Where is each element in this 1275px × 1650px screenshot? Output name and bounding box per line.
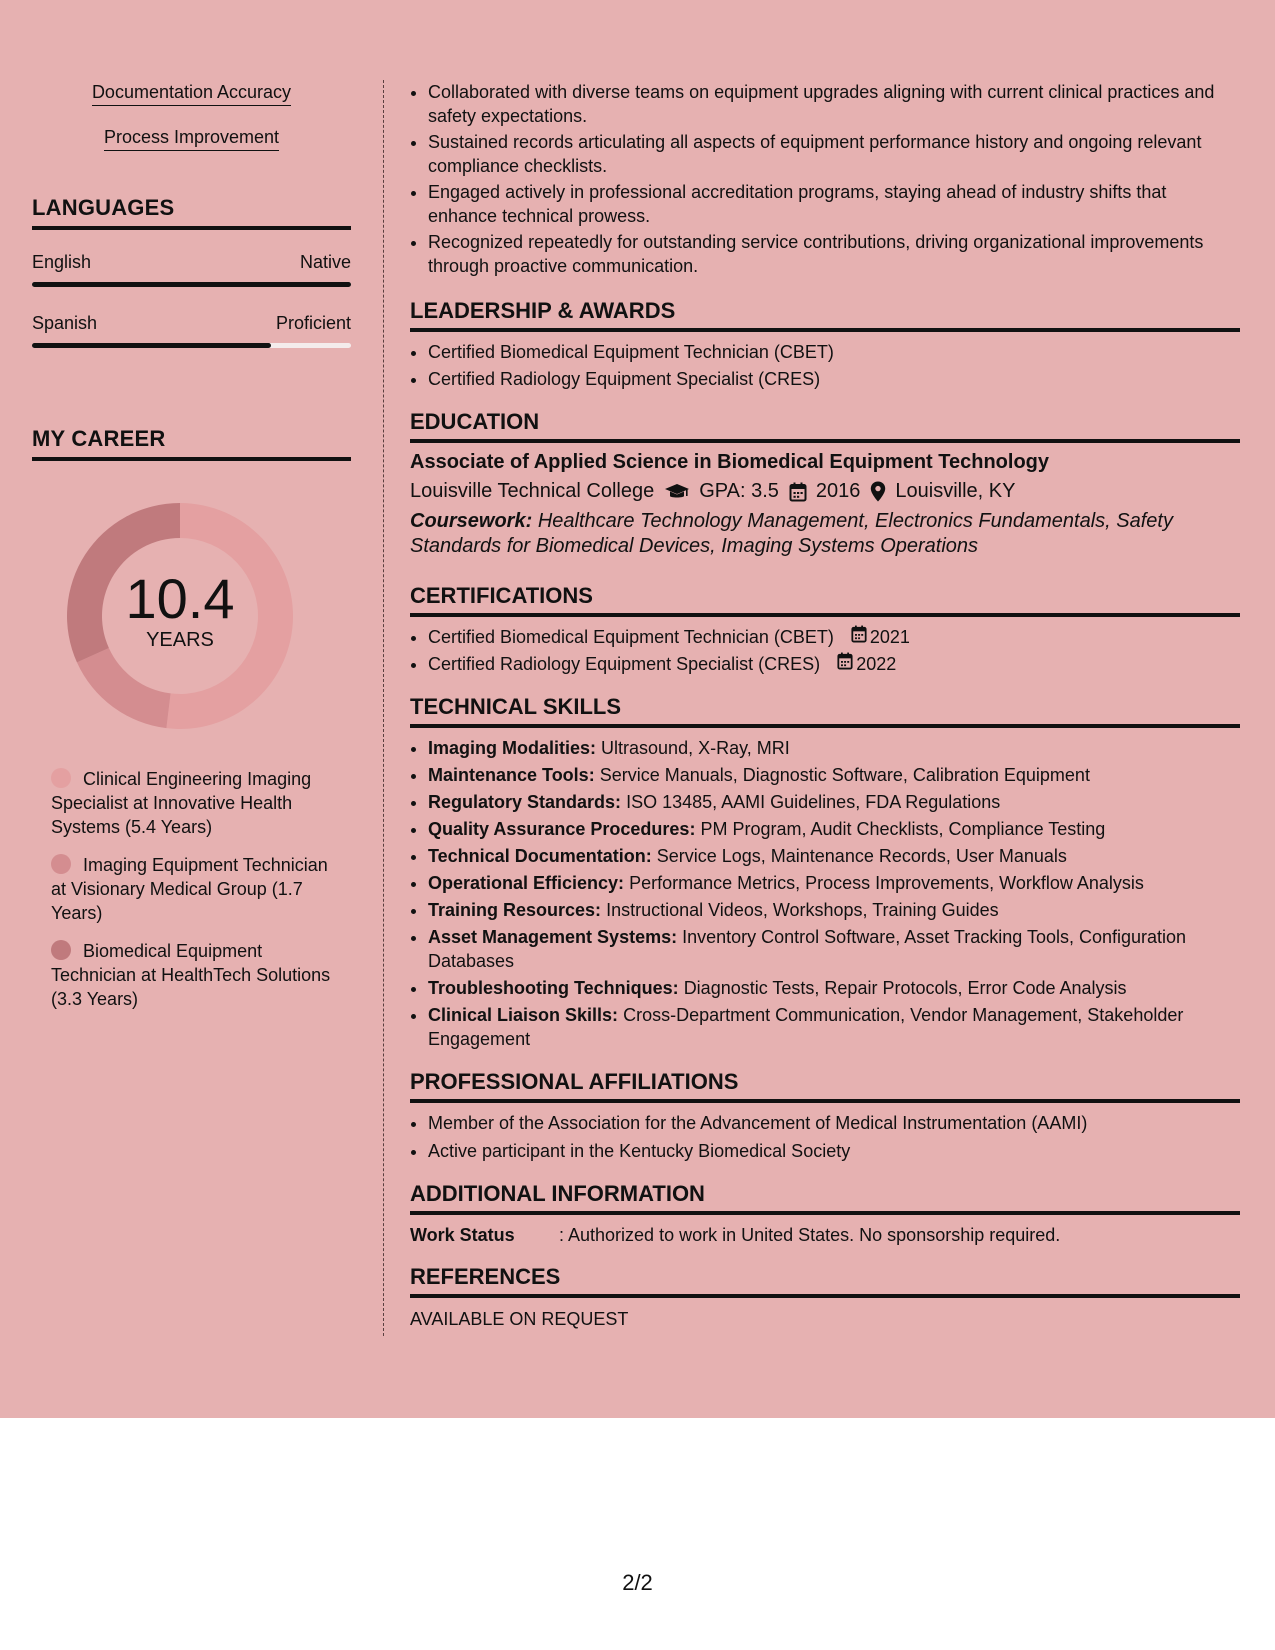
experience-bullets — [410, 80, 1240, 278]
skill-value: Performance Metrics, Process Improvements, Workflow Analysis — [629, 873, 1144, 893]
skill-value: Diagnostic Tests, Repair Protocols, Error Code Analysis — [683, 978, 1127, 998]
languages-heading: LANGUAGES — [32, 195, 351, 230]
skill-label: Operational Efficiency: — [428, 873, 625, 893]
language-name: Spanish — [32, 313, 98, 333]
career-legend — [32, 767, 351, 1011]
education-school: Louisville Technical College — [410, 480, 655, 502]
skill-label: Asset Management Systems: — [428, 927, 678, 947]
skill-label: Regulatory Standards: — [428, 792, 622, 812]
skill-label: Imaging Modalities: — [428, 738, 597, 758]
technical-skills-list — [410, 736, 1240, 1051]
skill-label: Technical Documentation: — [428, 846, 652, 866]
skill-label: Clinical Liaison Skills: — [428, 1005, 619, 1025]
career-legend-label: Biomedical Equipment Technician at HealthTech Solutions (3.3 Years) — [51, 941, 331, 1009]
skill-label: Troubleshooting Techniques: — [428, 978, 679, 998]
language-name: English — [32, 252, 92, 272]
education-year: 2016 — [815, 480, 861, 502]
certification-year: 2022 — [856, 654, 897, 674]
experience-bullet: • Recognized repeatedly for outstanding service contributions, driving organizational improvements through proactive communication. — [428, 230, 1240, 278]
certification-name: Certified Radiology Equipment Specialist (CRES) — [428, 654, 821, 674]
education-heading: EDUCATION — [410, 409, 1240, 443]
technical-skill-item — [428, 817, 1240, 841]
education-coursework — [410, 509, 1240, 559]
legend-dot-icon — [51, 768, 71, 788]
education-gpa: GPA: 3.5 — [699, 480, 779, 502]
skill-value: Ultrasound, X-Ray, MRI — [601, 738, 790, 758]
language-item — [32, 313, 351, 348]
leadership-list — [410, 340, 1240, 391]
language-proficiency-fill — [32, 282, 351, 287]
skill-value: Inventory Control Software, Asset Tracking Tools, Configuration Databases — [428, 927, 1187, 971]
language-proficiency-bar — [32, 282, 351, 287]
left-column — [32, 82, 351, 1025]
coursework-list: Healthcare Technology Management, Electronics Fundamentals, Safety Standards for Biomedical Devices, Imaging Systems Operations — [410, 510, 1173, 557]
technical-skill-item — [428, 844, 1240, 868]
technical-skill-item — [428, 925, 1240, 973]
language-level: Proficient — [275, 313, 351, 333]
technical-skill-item — [428, 871, 1240, 895]
calendar-icon — [851, 625, 870, 649]
technical-skills-heading: TECHNICAL SKILLS — [410, 694, 1240, 728]
certification-name: Certified Biomedical Equipment Technician (CBET) — [428, 627, 834, 647]
affiliation-item: • Member of the Association for the Advancement of Medical Instrumentation (AAMI) — [428, 1111, 1240, 1135]
references-heading: REFERENCES — [410, 1264, 1240, 1298]
work-status-row — [410, 1225, 1240, 1246]
experience-bullet: • Collaborated with diverse teams on equipment upgrades aligning with current clinical practices and safety expectations. — [428, 80, 1240, 128]
language-level: Native — [299, 252, 351, 272]
technical-skill-item — [428, 898, 1240, 922]
skill-value: Service Logs, Maintenance Records, User Manuals — [656, 846, 1067, 866]
career-heading: MY CAREER — [32, 426, 351, 461]
page-number: 2/2 — [622, 1570, 653, 1595]
career-legend-item — [51, 939, 331, 1011]
skill-value: PM Program, Audit Checklists, Compliance Testing — [700, 819, 1106, 839]
skill-label: Quality Assurance Procedures: — [428, 819, 696, 839]
skill-item: Process Improvement — [104, 127, 279, 151]
career-total-unit: YEARS — [146, 628, 214, 651]
affiliations-list — [410, 1111, 1240, 1163]
certification-item — [428, 625, 1240, 649]
right-column — [410, 80, 1240, 1330]
skill-label: Training Resources: — [428, 900, 602, 920]
language-item — [32, 252, 351, 287]
technical-skill-item — [428, 1003, 1240, 1051]
career-donut-chart — [65, 501, 295, 731]
certification-item — [428, 652, 1240, 676]
skill-value: Instructional Videos, Workshops, Training Guides — [606, 900, 999, 920]
additional-info-heading: ADDITIONAL INFORMATION — [410, 1181, 1240, 1215]
affiliation-item: • Active participant in the Kentucky Biomedical Society — [428, 1139, 1240, 1163]
career-legend-item — [51, 853, 331, 925]
legend-dot-icon — [51, 940, 71, 960]
references-value: AVAILABLE ON REQUEST — [410, 1309, 629, 1329]
skill-value: Cross-Department Communication, Vendor Management, Stakeholder Engagement — [428, 1005, 1184, 1049]
certifications-list — [410, 625, 1240, 676]
skill-label: Maintenance Tools: — [428, 765, 595, 785]
legend-dot-icon — [51, 854, 71, 874]
location-pin-icon — [870, 481, 886, 502]
technical-skill-item — [428, 736, 1240, 760]
education-meta — [410, 480, 1240, 503]
calendar-icon — [837, 652, 856, 676]
language-proficiency-bar — [32, 343, 351, 348]
coursework-label: Coursework: — [410, 510, 533, 532]
calendar-icon — [789, 482, 807, 502]
technical-skill-item — [428, 976, 1240, 1000]
technical-skill-item — [428, 790, 1240, 814]
career-legend-item — [51, 767, 331, 839]
affiliations-heading: PROFESSIONAL AFFILIATIONS — [410, 1069, 1240, 1103]
education-degree: Associate of Applied Science in Biomedical Equipment Technology — [410, 451, 1050, 473]
graduation-cap-icon — [664, 483, 690, 501]
career-legend-label: Clinical Engineering Imaging Specialist at Innovative Health Systems (5.4 Years) — [51, 769, 312, 837]
skill-value: Service Manuals, Diagnostic Software, Calibration Equipment — [599, 765, 1090, 785]
leadership-heading: LEADERSHIP & AWARDS — [410, 298, 1240, 332]
column-divider — [383, 80, 384, 1336]
experience-bullet: • Sustained records articulating all aspects of equipment performance history and ongoing relevant compliance checklists. — [428, 130, 1240, 178]
career-total-value: 10.4 — [125, 566, 235, 630]
education-location: Louisville, KY — [895, 480, 1016, 502]
skill-item: Documentation Accuracy — [92, 82, 291, 106]
certification-year: 2021 — [869, 627, 910, 647]
skill-value: ISO 13485, AAMI Guidelines, FDA Regulations — [626, 792, 1001, 812]
experience-bullet: • Engaged actively in professional accreditation programs, staying ahead of industry shifts that enhance technical prowess. — [428, 180, 1240, 228]
technical-skill-item — [428, 763, 1240, 787]
leadership-item: • Certified Radiology Equipment Specialist (CRES) — [428, 367, 1240, 391]
language-proficiency-fill — [32, 343, 271, 348]
leadership-item: • Certified Biomedical Equipment Technician (CBET) — [428, 340, 1240, 364]
work-status-label: Work Status — [410, 1225, 515, 1245]
work-status-value: : Authorized to work in United States. No sponsorship required. — [559, 1225, 1061, 1245]
certifications-heading: CERTIFICATIONS — [410, 583, 1240, 617]
career-legend-label: Imaging Equipment Technician at Visionary Medical Group (1.7 Years) — [51, 855, 328, 923]
